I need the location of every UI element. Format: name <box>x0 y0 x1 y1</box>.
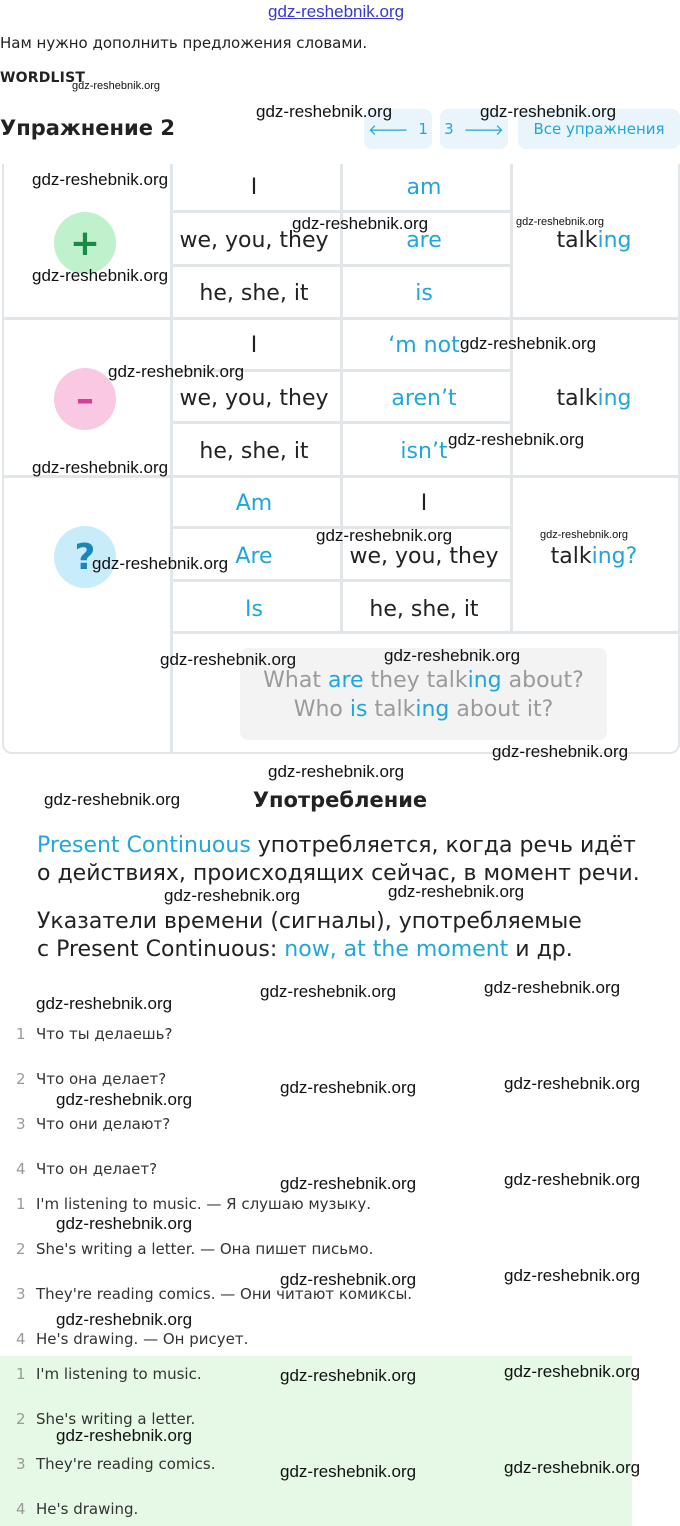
example-line-1: What are they talking about? <box>263 668 584 693</box>
watermark: gdz-reshebnik.org <box>32 458 169 477</box>
watermark: gdz-reshebnik.org <box>448 430 585 449</box>
watermark: gdz-reshebnik.org <box>32 266 169 285</box>
translation-item: 3 They're reading comics. — Они читают комиксы. <box>16 1285 413 1303</box>
watermark: gdz-reshebnik.org <box>108 362 245 381</box>
question-aux-2: Are <box>235 543 273 569</box>
negative-verb-1: ‘m not <box>388 332 460 358</box>
question-subject-1: I <box>420 490 428 516</box>
question-item: 3 Что они делают? <box>16 1115 171 1133</box>
question-item: 2 Что она делает? <box>16 1070 167 1088</box>
watermark: gdz-reshebnik.org <box>388 882 525 901</box>
watermark: gdz-reshebnik.org <box>32 170 169 189</box>
usage-paragraph-1: Present Continuous употребляется, когда речь идёт о действиях, происходящих сейчас, в момент речи. <box>37 833 640 886</box>
watermark: gdz-reshebnik.org <box>504 1074 641 1093</box>
watermark: gdz-reshebnik.org <box>160 650 297 669</box>
watermark: gdz-reshebnik.org <box>516 216 605 228</box>
watermark: gdz-reshebnik.org <box>164 886 301 905</box>
affirmative-main-verb: talk ing <box>556 227 632 253</box>
watermark: gdz-reshebnik.org <box>36 994 173 1013</box>
arrow-right-icon: 🡒 <box>463 120 504 139</box>
question-item: 1 Что ты делаешь? <box>16 1025 173 1043</box>
watermark: gdz-reshebnik.org <box>460 334 597 353</box>
negative-subject-1: I <box>250 332 258 358</box>
question-main-verb: talk ing? <box>550 543 638 569</box>
watermark: gdz-reshebnik.org <box>256 102 393 121</box>
watermark: gdz-reshebnik.org <box>540 529 629 541</box>
watermark: gdz-reshebnik.org <box>260 982 397 1001</box>
minus-circle-icon: – <box>54 368 116 430</box>
question-circle-icon: ? <box>54 526 116 588</box>
question-aux-3: Is <box>245 596 263 622</box>
translation-item: 4 He's drawing. — Он рисует. <box>16 1330 249 1348</box>
watermark: gdz-reshebnik.org <box>292 214 429 233</box>
exercise-title: Упражнение 2 <box>0 116 175 140</box>
watermark: gdz-reshebnik.org <box>44 790 181 809</box>
usage-paragraph-2: Указатели времени (сигналы), употребляемые с Present Continuous: now, at the moment и др. <box>37 909 582 962</box>
watermark: gdz-reshebnik.org <box>480 102 617 121</box>
affirmative-verb-1: am <box>406 174 442 200</box>
intro-text: Нам нужно дополнить предложения словами. <box>0 34 368 52</box>
watermark: gdz-reshebnik.org <box>504 1362 641 1381</box>
watermark: gdz-reshebnik.org <box>316 526 453 545</box>
answer-item: 4 He's drawing. <box>16 1500 139 1518</box>
watermark: gdz-reshebnik.org <box>504 1458 641 1477</box>
negative-main-verb: talk ing <box>556 385 632 411</box>
watermark: gdz-reshebnik.org <box>484 978 621 997</box>
next-exercise-label: 3 <box>444 120 454 138</box>
watermark-link[interactable]: gdz-reshebnik.org <box>268 2 405 21</box>
watermark: gdz-reshebnik.org <box>72 80 161 92</box>
negative-subject-3: he, she, it <box>199 438 309 464</box>
translation-item: 2 She's writing a letter. — Она пишет письмо. <box>16 1240 374 1258</box>
affirmative-verb-2: are <box>406 227 442 253</box>
all-exercises-label: Все упражнения <box>533 120 665 138</box>
affirmative-subject-1: I <box>250 174 258 200</box>
question-subject-2: we, you, they <box>349 543 499 569</box>
watermark: gdz-reshebnik.org <box>280 1078 417 1097</box>
watermark: gdz-reshebnik.org <box>280 1270 417 1289</box>
affirmative-subject-3: he, she, it <box>199 280 309 306</box>
watermark: gdz-reshebnik.org <box>92 554 229 573</box>
usage-title: Употребление <box>252 788 428 812</box>
negative-verb-2: aren’t <box>391 385 457 411</box>
watermark: gdz-reshebnik.org <box>56 1214 193 1233</box>
watermark: gdz-reshebnik.org <box>504 1170 641 1189</box>
wordlist-label: WORDLIST <box>0 70 86 86</box>
example-line-2: Who is talking about it? <box>293 697 554 722</box>
prev-exercise-label: 1 <box>418 120 428 138</box>
negative-verb-3: isn’t <box>400 438 448 464</box>
answer-item: 1 I'm listening to music. <box>16 1365 202 1383</box>
watermark: gdz-reshebnik.org <box>280 1366 417 1385</box>
watermark: gdz-reshebnik.org <box>56 1310 193 1329</box>
watermark: gdz-reshebnik.org <box>504 1266 641 1285</box>
watermark: gdz-reshebnik.org <box>384 646 521 665</box>
watermark: gdz-reshebnik.org <box>492 742 629 761</box>
watermark: gdz-reshebnik.org <box>268 762 405 781</box>
watermark: gdz-reshebnik.org <box>56 1090 193 1109</box>
watermark: gdz-reshebnik.org <box>56 1426 193 1445</box>
watermark: gdz-reshebnik.org <box>280 1174 417 1193</box>
affirmative-subject-2: we, you, they <box>179 227 329 253</box>
question-subject-3: he, she, it <box>369 596 479 622</box>
plus-circle-icon: + <box>54 212 116 274</box>
answer-item: 3 They're reading comics. <box>16 1455 216 1473</box>
watermark: gdz-reshebnik.org <box>280 1462 417 1481</box>
answer-item: 2 She's writing a letter. <box>16 1410 196 1428</box>
translation-item: 1 I'm listening to music. — Я слушаю музыку. <box>16 1195 372 1213</box>
question-item: 4 Что он делает? <box>16 1160 158 1178</box>
question-aux-1: Am <box>235 490 273 516</box>
negative-subject-2: we, you, they <box>179 385 329 411</box>
arrow-left-icon: 🡐 <box>368 120 409 139</box>
affirmative-verb-3: is <box>415 280 433 306</box>
